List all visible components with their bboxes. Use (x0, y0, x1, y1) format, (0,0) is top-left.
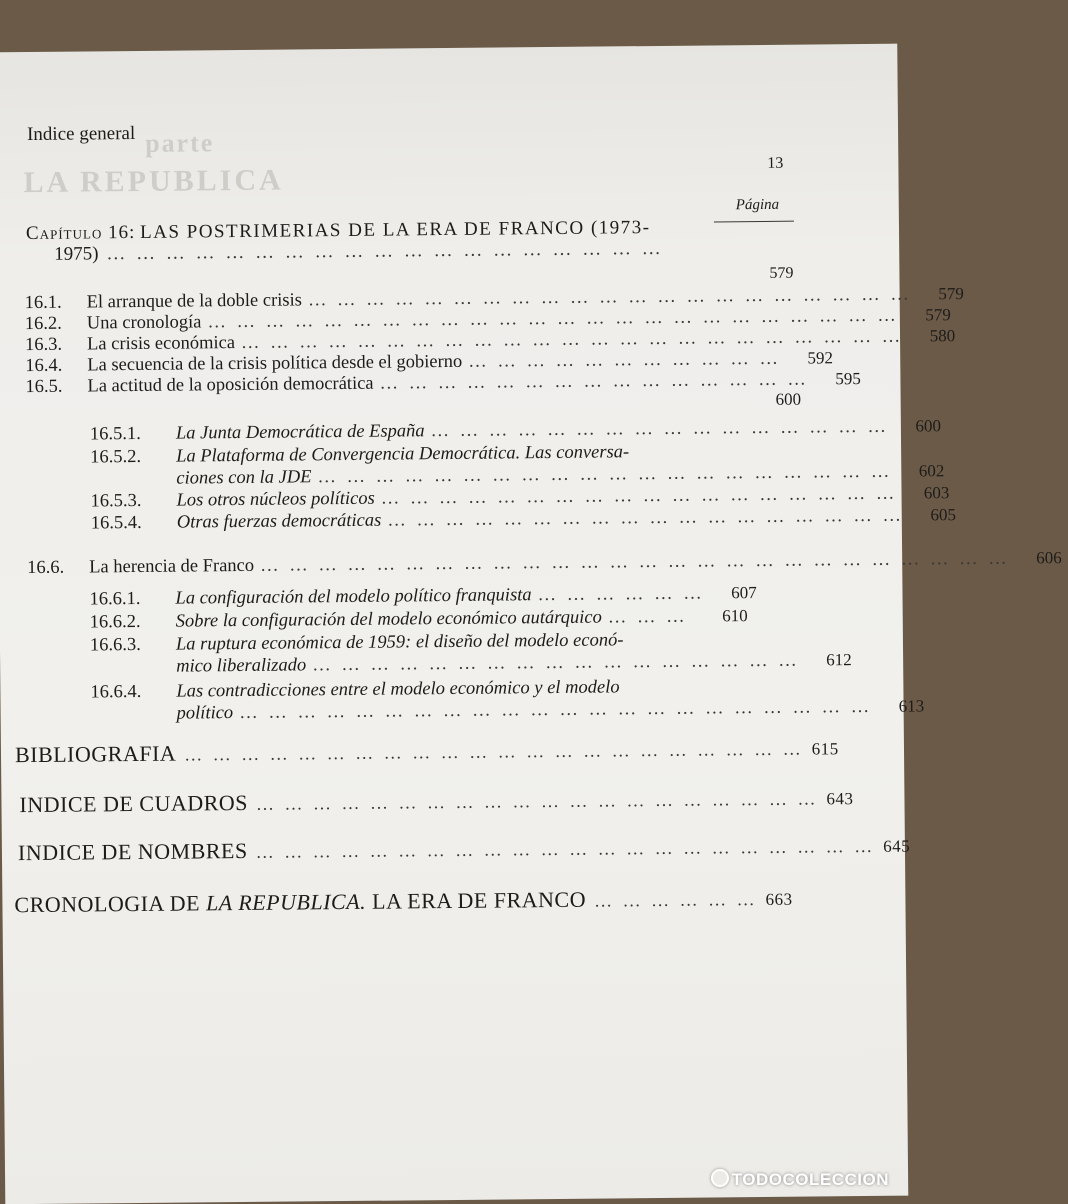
pagina-column-label: Página (735, 196, 780, 214)
leader-dots: … … … … … … (593, 889, 758, 911)
entry-title: La actitud de la oposición democrática (87, 373, 374, 397)
entry-title (14, 887, 586, 918)
toc-subentry-cont (176, 696, 925, 724)
entry-number: 16.5.3. (90, 490, 142, 512)
show-through-text: parte (145, 128, 215, 158)
entry-page: 607 (731, 583, 757, 603)
entry-number: 16.4. (25, 355, 63, 377)
back-matter-entry (19, 785, 854, 818)
chapter-label: Capítulo 16: (25, 222, 136, 245)
pagina-rule (714, 221, 794, 223)
entry-page: 600 (775, 389, 802, 409)
entry-page: 595 (835, 369, 861, 389)
running-head: Indice general (26, 122, 136, 146)
leader-dots: … … … … … … … … … … … … … … … … (430, 416, 890, 442)
toc-entry (27, 548, 1062, 579)
leader-dots: … … … … … … … … … … … … … … … … … … (380, 483, 898, 509)
entry-title: INDICE DE CUADROS (19, 789, 249, 818)
entry-title: Las contradicciones entre el modelo económico y el modelo (176, 677, 620, 702)
entry-number: 16.5.1. (89, 423, 141, 445)
leader-dots: … … … … … … … … … … … … … … … … … … … … (255, 788, 819, 814)
entry-title-cont: mico liberalizado (176, 655, 307, 677)
entry-number: 16.5.4. (90, 512, 142, 534)
entry-page: 602 (918, 461, 945, 481)
leader-dots: … … … … … … … … … … … … … … … … … … (387, 505, 905, 531)
leader-dots: … … … … … … … … … … … … … … … (379, 369, 809, 394)
entry-page: 580 (929, 326, 956, 346)
entry-number: 16.6.1. (89, 588, 141, 610)
watermark-text: TODOCOLECCION (731, 1170, 889, 1189)
leader-dots: … … … … … … … … … … … … … … … … … … … … (317, 461, 893, 488)
entry-number: 16.6.4. (90, 681, 142, 703)
entry-title-italic: LA REPUBLICA. (205, 888, 367, 916)
entry-page: 579 (925, 305, 951, 325)
entry-title: INDICE DE NOMBRES (17, 837, 248, 866)
leader-dots: … … … … … … … … … … … … … … … … … … … … … … … … (207, 305, 899, 333)
leader-dots: … … … … … … … … … … … … … … … … … … … … … … (184, 738, 804, 765)
entry-title: La ruptura económica de 1959: el diseño del modelo econó- (175, 630, 624, 655)
leader-dots: … … … … … … … … … … … … … … … … … … … (98, 237, 664, 265)
leader-dots: … … … … … … … … … … … … … … … … … … … … … … … … … … (259, 548, 1010, 576)
leader-dots: … … … … … … … … … … … … … … … … … … … … … … (239, 696, 873, 724)
entry-title-part: LA ERA DE FRANCO (365, 886, 587, 914)
entry-title: El arranque de la doble crisis (86, 290, 302, 313)
entry-title: Otras fuerzas democráticas (176, 510, 382, 533)
watermark-logo-icon (711, 1169, 729, 1187)
entry-number: 16.6.3. (89, 634, 141, 656)
entry-page: 606 (1036, 548, 1062, 568)
entry-title-cont: político (176, 703, 234, 724)
entry-title: Los otros núcleos políticos (176, 488, 375, 511)
entry-title-part: CRONOLOGIA DE (14, 890, 207, 918)
entry-title: La Junta Democrática de España (175, 421, 425, 444)
entry-title: La secuencia de la crisis política desde el gobierno (87, 351, 463, 376)
entry-page: 615 (811, 739, 839, 759)
leader-dots: … … … … … … … … … … … … … … … … … (312, 650, 800, 676)
entry-title: Sobre la configuración del modelo económico autárquico (175, 607, 602, 632)
leader-dots: … … … … … … … … … … … (468, 348, 782, 372)
chapter-title: LAS POSTRIMERIAS DE LA ERA DE FRANCO (1973- (139, 217, 651, 243)
entry-title: La configuración del modelo político franquista (175, 585, 532, 609)
back-matter-entry (14, 735, 839, 768)
entry-page: 610 (722, 606, 748, 626)
entry-title: Una cronología (86, 312, 202, 334)
entry-page: 643 (826, 789, 854, 809)
leader-dots: … … … … … … … … … … … … … … … … … … … … … … … (240, 326, 904, 353)
entry-page: 600 (915, 416, 942, 436)
entry-number: 16.2. (24, 313, 62, 335)
entry-title: La crisis económica (86, 333, 236, 355)
entry-page: 645 (883, 836, 911, 856)
entry-page: 605 (930, 505, 956, 525)
entry-page: 613 (898, 696, 925, 716)
entry-title: La Plataforma de Convergencia Democrática. Las conversa- (176, 442, 630, 467)
leader-dots: … … … … … … (537, 583, 705, 606)
show-through-text: LA REPUBLICA (23, 163, 284, 200)
entry-page: 663 (765, 889, 793, 909)
entry-page: 603 (923, 483, 950, 503)
toc-subentry-cont (176, 650, 852, 677)
entry-page: 579 (938, 284, 964, 304)
entry-number: 16.5.2. (90, 446, 142, 468)
chapter-page: 579 (769, 264, 794, 282)
watermark (711, 1169, 889, 1190)
chapter-title-cont: 1975) (54, 243, 99, 265)
book-page (0, 44, 1062, 1204)
entry-number: 16.6.2. (89, 611, 141, 633)
entry-number: 16.5. (25, 376, 63, 398)
entry-title-cont: ciones con la JDE (176, 467, 312, 489)
back-matter-entry (14, 885, 793, 918)
entry-number: 16.3. (24, 334, 63, 356)
entry-title: BIBLIOGRAFIA (14, 740, 177, 768)
entry-page: 612 (826, 650, 852, 670)
entry-number: 16.6. (27, 557, 65, 579)
leader-dots: … … … (607, 606, 688, 628)
entry-title: La herencia de Franco (89, 555, 255, 578)
back-matter-entry (17, 833, 911, 866)
entry-page: 592 (807, 348, 834, 368)
leader-dots: … … … … … … … … … … … … … … … … … … … … … … (255, 835, 876, 862)
leader-dots: … … … … … … … … … … … … … … … … … … … … … (307, 284, 912, 311)
page-number: 13 (767, 154, 784, 172)
entry-number: 16.1. (24, 292, 62, 314)
